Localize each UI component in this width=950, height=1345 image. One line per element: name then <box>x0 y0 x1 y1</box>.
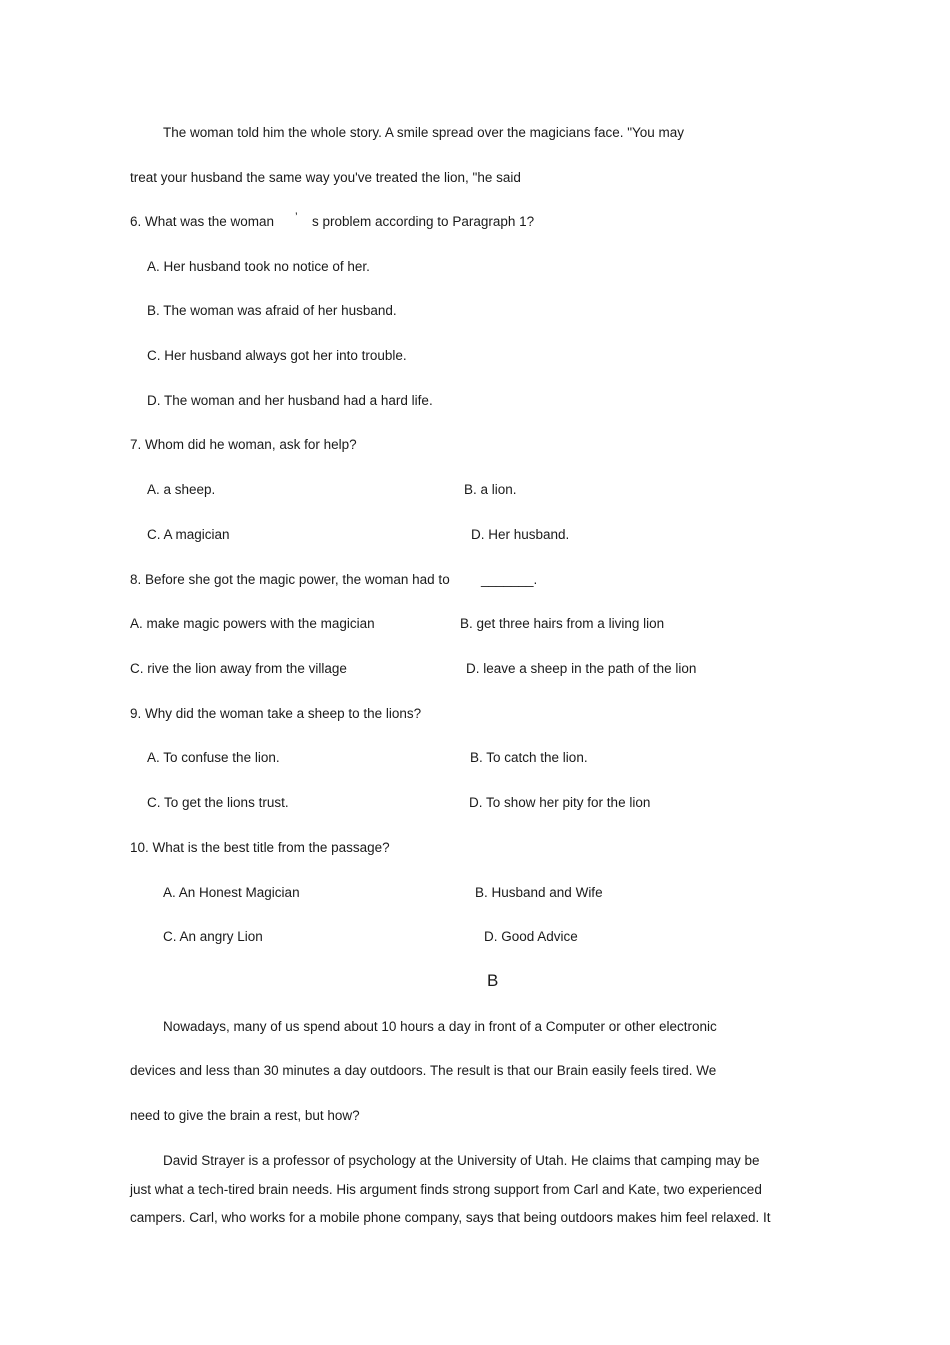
option-10b: B. Husband and Wife <box>475 885 603 900</box>
question-6-apostrophe: ’ <box>295 210 298 224</box>
option-9c: C. To get the lions trust. <box>147 795 289 810</box>
option-7b: B. a lion. <box>464 482 517 497</box>
question-9-stem: 9. Why did the woman take a sheep to the lions? <box>130 706 422 721</box>
option-7a: A. a sheep. <box>147 482 216 497</box>
option-7c: C. A magician <box>147 527 230 542</box>
option-9a: A. To confuse the lion. <box>147 750 280 765</box>
option-9b: B. To catch the lion. <box>470 750 588 765</box>
question-10-stem: 10. What is the best title from the passage? <box>130 840 390 855</box>
option-8a: A. make magic powers with the magician <box>130 616 375 631</box>
option-6d: D. The woman and her husband had a hard life. <box>147 393 433 408</box>
passage-b-text: devices and less than 30 minutes a day outdoors. The result is that our Brain easily feels tired. We <box>130 1063 717 1078</box>
passage-text: treat your husband the same way you've treated the lion, "he said <box>130 170 521 185</box>
question-8-blank: _______. <box>481 572 538 587</box>
option-6b: B. The woman was afraid of her husband. <box>147 303 397 318</box>
option-6c: C. Her husband always got her into trouble. <box>147 348 407 363</box>
passage-text: The woman told him the whole story. A smile spread over the magicians face. "You may <box>163 125 685 140</box>
option-8c: C. rive the lion away from the village <box>130 661 347 676</box>
option-8b: B. get three hairs from a living lion <box>460 616 665 631</box>
section-heading: B <box>487 971 499 990</box>
option-8d: D. leave a sheep in the path of the lion <box>466 661 697 676</box>
option-7d: D. Her husband. <box>471 527 570 542</box>
passage-b-text: Nowadays, many of us spend about 10 hours a day in front of a Computer or other electronic <box>163 1019 717 1034</box>
question-8-stem: 8. Before she got the magic power, the woman had to <box>130 572 450 587</box>
option-6a: A. Her husband took no notice of her. <box>147 259 370 274</box>
question-6-stem: 6. What was the woman <box>130 214 275 229</box>
option-10c: C. An angry Lion <box>163 929 263 944</box>
passage-b-text: just what a tech-tired brain needs. His argument finds strong support from Carl and Kate, two experienced <box>130 1182 762 1197</box>
passage-b-text: need to give the brain a rest, but how? <box>130 1108 360 1123</box>
passage-b-text: campers. Carl, who works for a mobile phone company, says that being outdoors makes him feel relaxed. It <box>130 1210 771 1225</box>
passage-b-text: David Strayer is a professor of psychology at the University of Utah. He claims that camping may be <box>163 1153 760 1168</box>
question-6-stem-cont: s problem according to Paragraph 1? <box>312 214 535 229</box>
option-10d: D. Good Advice <box>484 929 578 944</box>
option-9d: D. To show her pity for the lion <box>469 795 651 810</box>
question-7-stem: 7. Whom did he woman, ask for help? <box>130 437 357 452</box>
option-10a: A. An Honest Magician <box>163 885 300 900</box>
